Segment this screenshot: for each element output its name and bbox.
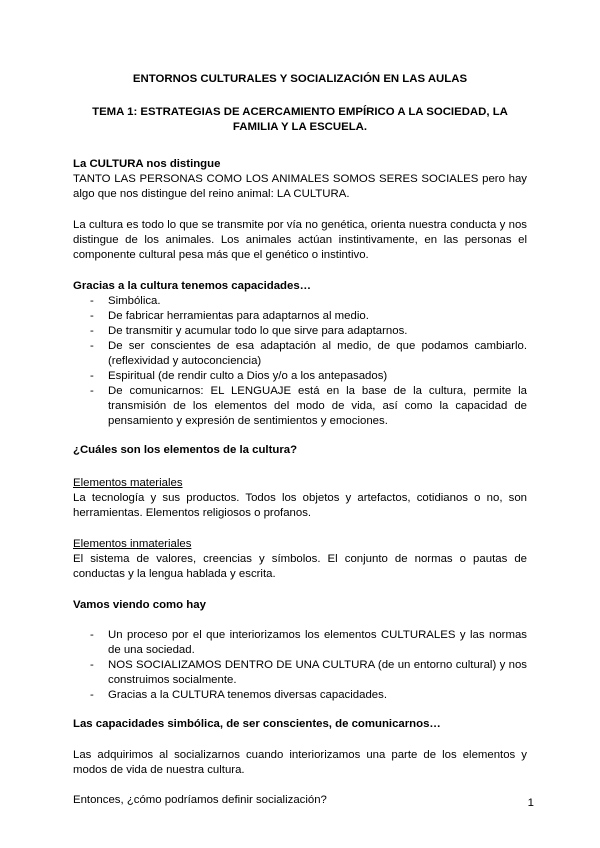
section-heading-vamos-viendo: Vamos viendo como hay [73,599,206,611]
socializacion-list [73,628,527,703]
elementos-inmateriales-text: El sistema de valores, creencias y símbolos. El conjunto de normas o pautas de conductas y la lengua hablada y escrita. [73,553,527,580]
section-heading-elementos: ¿Cuáles son los elementos de la cultura? [73,444,298,456]
topic-title: TEMA 1: ESTRATEGIAS DE ACERCAMIENTO EMPÍRICO A LA SOCIEDAD, LA FAMILIA Y LA ESCUELA. [92,106,508,133]
list-item: - Simbólica. [73,294,527,309]
list-item: - Gracias a la CULTURA tenemos diversas capacidades. [73,688,527,703]
page-content [73,72,527,808]
list-item: - De ser conscientes de esa adaptación al medio, de que podamos cambiarlo. (reflexividad y autoconciencia) [73,339,527,369]
list-item: - De transmitir y acumular todo lo que sirve para adaptarnos. [73,324,527,339]
paragraph-definicion-cultura: La cultura es todo lo que se transmite por vía no genética, orienta nuestra conducta y nos distingue de los animales. Los animales actúan instintivamente, en las personas el componente cultural pesa más que el genético o instintivo. [73,219,527,261]
elementos-materiales-label: Elementos materiales [73,477,183,489]
paragraph-pregunta-final: Entonces, ¿cómo podríamos definir socialización? [73,794,327,806]
capacidades-list [73,294,527,429]
paragraph-seres-sociales: TANTO LAS PERSONAS COMO LOS ANIMALES SOMOS SERES SOCIALES pero hay algo que nos distingue del reino animal: LA CULTURA. [73,173,527,200]
list-item: - NOS SOCIALIZAMOS DENTRO DE UNA CULTURA (de un entorno cultural) y nos construimos socialmente. [73,658,527,688]
paragraph-adquisicion: Las adquirimos al socializarnos cuando interiorizamos una parte de los elementos y modos de vida de nuestra cultura. [73,749,527,776]
section-heading-capacidades-simbolicas: Las capacidades simbólica, de ser conscientes, de comunicarnos… [73,718,441,730]
elementos-materiales-text: La tecnología y sus productos. Todos los objetos y artefactos, cotidianos o no, son herramientas. Elementos religiosos o profanos. [73,492,527,519]
list-item: - De fabricar herramientas para adaptarnos al medio. [73,309,527,324]
document-title: ENTORNOS CULTURALES Y SOCIALIZACIÓN EN LAS AULAS [132,73,468,85]
section-heading-cultura: La CULTURA nos distingue [73,158,221,170]
list-item: - Espiritual (de rendir culto a Dios y/o a los antepasados) [73,369,527,384]
list-item: - Un proceso por el que interiorizamos los elementos CULTURALES y las normas de una sociedad. [73,628,527,658]
section-heading-capacidades: Gracias a la cultura tenemos capacidades… [73,280,312,292]
elementos-inmateriales-label: Elementos inmateriales [73,538,192,550]
list-item: - De comunicarnos: EL LENGUAJE está en la base de la cultura, permite la transmisión de los elementos del modo de vida, así como la capacidad de pensamiento y expresión de sentimientos y emociones. [73,384,527,429]
page-number: 1 [527,797,534,809]
